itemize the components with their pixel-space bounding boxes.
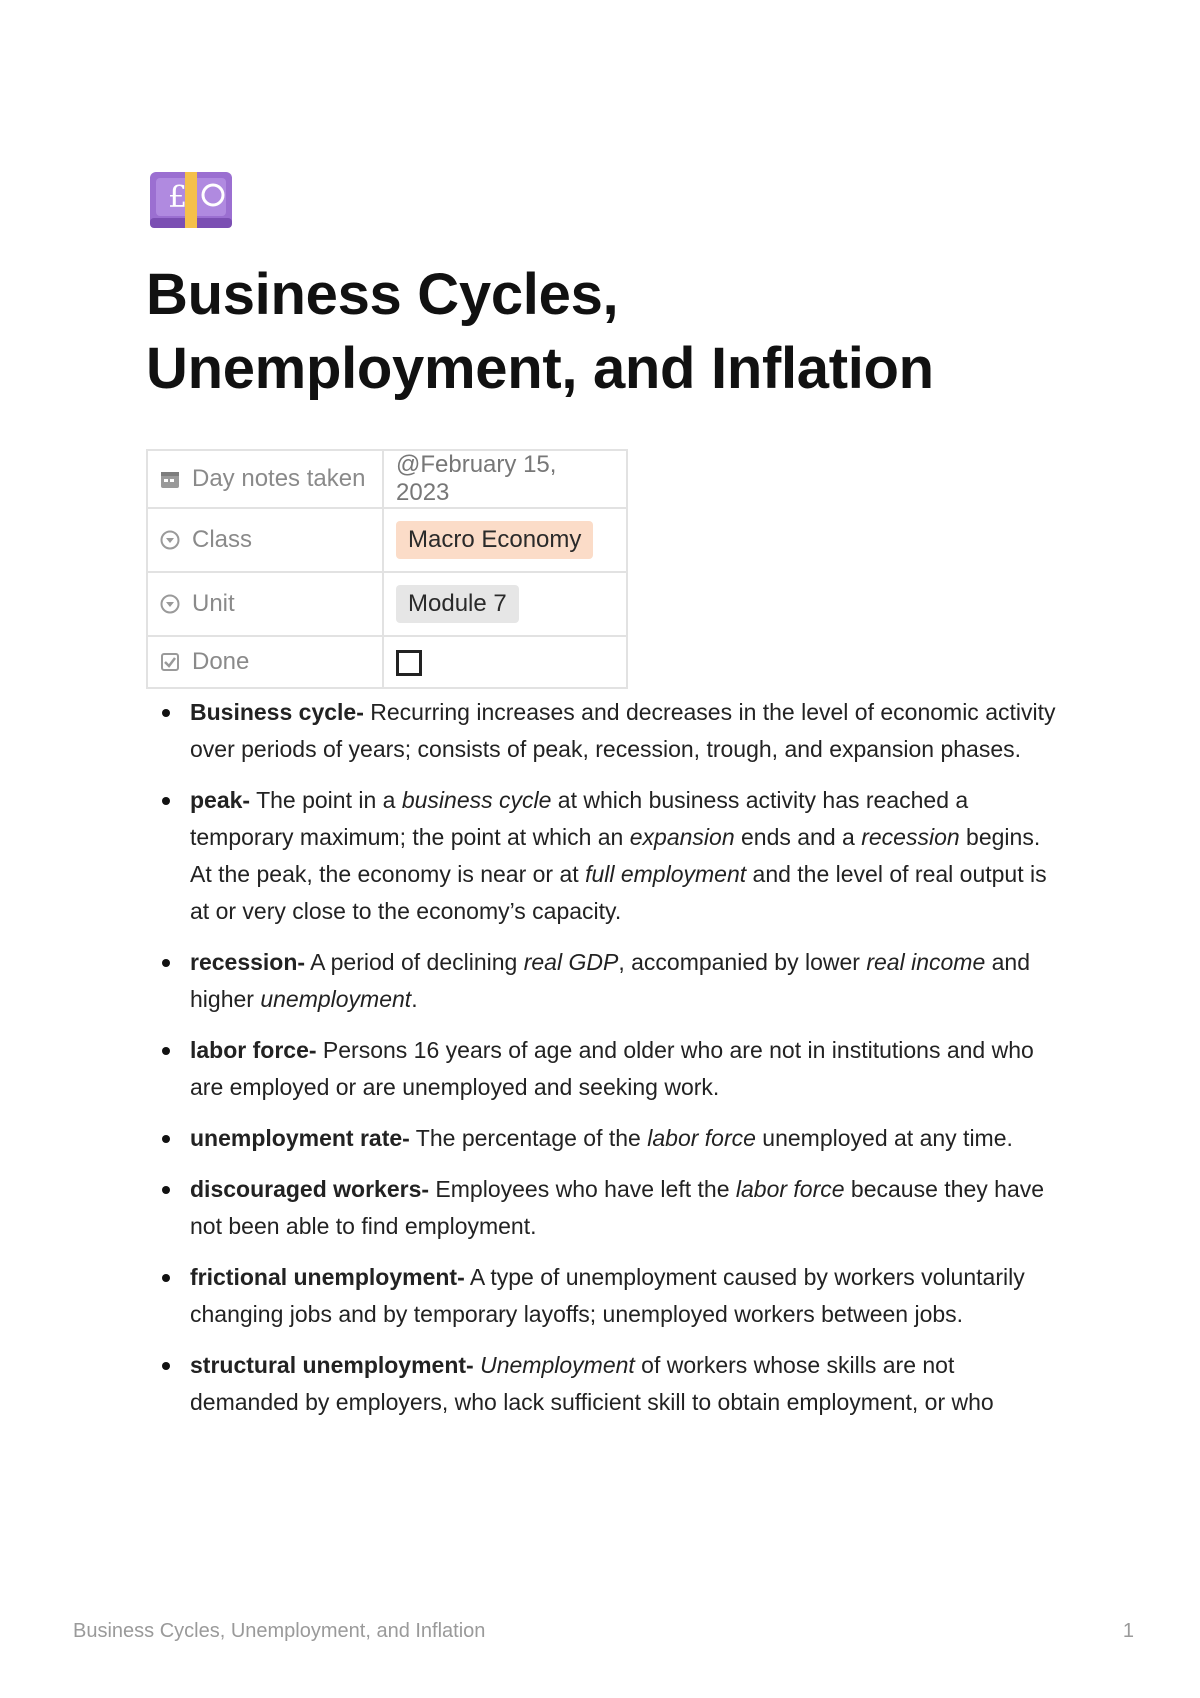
properties-table [146,449,628,689]
definition-text: Employees who have left the [429,1176,736,1202]
definition-text: because they have not been able to find employment. [190,1176,1045,1239]
definition-text: The point in a [250,787,402,813]
term: labor force- [190,1037,317,1063]
definition-text: of workers whose skills are not demanded by employers, who lack sufficient skill to obtain employment, or who [190,1352,994,1415]
definition-text: Recurring increases and decreases in the level of economic activity over periods of years; consists of peak, recession, trough, and expansion phases. [190,699,1056,762]
page-number: 1 [1122,1620,1134,1642]
svg-text:£: £ [168,180,188,215]
list-item [146,944,1066,1018]
definition-text: . [411,986,418,1012]
property-label: Class [192,526,253,553]
definition-text: and the level of real output is at or very close to the economy’s capacity. [190,861,1047,924]
definition-text: at which business activity has reached a temporary maximum; the point at which an [190,787,969,850]
emphasis-text: unemployment [260,986,412,1012]
property-label: Day notes taken [192,465,366,492]
list-item [146,1032,1066,1106]
pound-banknote-icon [150,172,232,228]
term: recession- [190,949,306,975]
title-line-2: Unemployment, and Inflation [146,336,934,401]
definition-text: A period of declining [305,949,524,975]
checkbox-icon [160,652,180,672]
list-item [146,782,1066,930]
property-row-date [147,450,627,508]
emphasis-text: real GDP [523,949,619,975]
list-item [146,1171,1066,1245]
calendar-icon [160,469,180,489]
emphasis-text: Unemployment [480,1352,635,1378]
term: frictional unemployment- [190,1264,465,1290]
term: peak- [190,787,251,813]
select-icon [160,594,180,614]
page-title [146,258,1046,406]
emphasis-text: full employment [585,861,747,887]
property-row-unit [147,572,627,636]
definition-text: ends and a [734,824,862,850]
term: discouraged workers- [190,1176,430,1202]
term: Business cycle- [190,699,364,725]
emphasis-text: recession [861,824,960,850]
emphasis-text: business cycle [401,787,552,813]
definition-text: and higher [190,949,1030,1012]
definition-text: , accompanied by lower [618,949,867,975]
property-label: Done [192,648,250,675]
list-item [146,1120,1066,1157]
property-label: Unit [192,590,235,617]
list-item [146,1259,1066,1333]
title-line-1: Business Cycles, [146,262,619,327]
footer-title: Business Cycles, Unemployment, and Inflation [73,1620,486,1642]
emphasis-text: real income [866,949,986,975]
notes-list [146,694,1066,1435]
class-tag[interactable]: Macro Economy [396,521,593,559]
property-row-done [147,636,627,688]
definition-text: begins. At the peak, the economy is near or at [190,824,1041,887]
property-row-class [147,508,627,572]
emphasis-text: labor force [735,1176,845,1202]
term: structural unemployment- [190,1352,474,1378]
select-icon [160,530,180,550]
emphasis-text: labor force [647,1125,756,1151]
emphasis-text: expansion [629,824,735,850]
done-checkbox[interactable] [396,650,422,676]
definition-text: The percentage of the [409,1125,648,1151]
list-item [146,694,1066,768]
date-value[interactable]: @February 15, 2023 [383,450,627,508]
definition-text: unemployed at any time. [755,1125,1013,1151]
unit-tag[interactable]: Module 7 [396,585,519,623]
term: unemployment rate- [190,1125,410,1151]
definition-text: Persons 16 years of age and older who are not in institutions and who are employed or are unemployed and seeking work. [190,1037,1034,1100]
definition-text: A type of unemployment caused by workers voluntarily changing jobs and by temporary layoffs; unemployed workers between jobs. [190,1264,1025,1327]
list-item [146,1347,1066,1421]
